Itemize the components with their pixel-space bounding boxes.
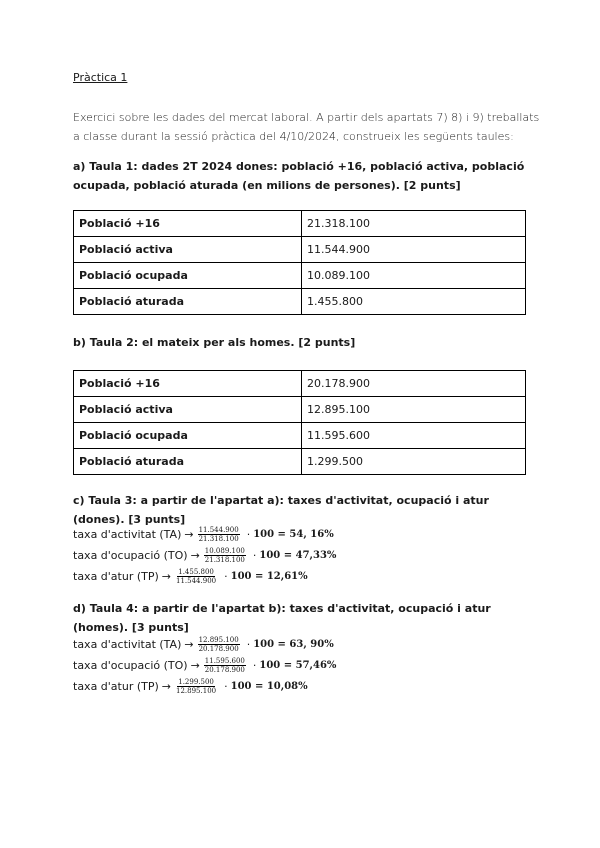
section-a-heading: a) Taula 1: dades 2T 2024 dones: població +16, població activa, població ocupada, població aturada (en milions de persones). [2 punts] xyxy=(73,160,525,192)
formula-occupation-rate xyxy=(73,655,336,676)
multiply-sign: · xyxy=(246,528,251,541)
row-value: 10.089.100 xyxy=(302,263,526,289)
table-row xyxy=(74,449,526,475)
formula-occupation-rate xyxy=(73,545,336,566)
row-label: Població aturada xyxy=(74,289,302,315)
row-label: Població ocupada xyxy=(74,423,302,449)
fraction xyxy=(175,568,217,585)
row-label: Població +16 xyxy=(74,371,302,397)
multiply-sign: · xyxy=(224,570,228,583)
formula-result: 100 = 57,46% xyxy=(259,660,337,671)
fraction xyxy=(198,526,240,543)
denominator: 11.544.900 xyxy=(176,577,217,585)
row-label: Població activa xyxy=(74,237,302,263)
row-value: 11.595.600 xyxy=(302,423,526,449)
formula-activity-rate xyxy=(73,634,336,655)
formula-unemployment-rate xyxy=(73,676,336,697)
table-row xyxy=(74,371,526,397)
row-value: 1.299.500 xyxy=(302,449,526,475)
numerator: 1.455.800 xyxy=(178,568,214,576)
row-label: Població ocupada xyxy=(74,263,302,289)
denominator: 12.895.100 xyxy=(176,687,217,695)
table-row xyxy=(74,423,526,449)
section-d-heading: d) Taula 4: a partir de l'apartat b): taxes d'activitat, ocupació i atur (homes). [3 punts] xyxy=(73,602,491,634)
arrow-icon: → xyxy=(184,638,194,651)
multiply-sign: · xyxy=(224,680,228,693)
formula-result: 100 = 12,61% xyxy=(230,571,308,582)
row-label: Població +16 xyxy=(74,211,302,237)
table-row xyxy=(74,211,526,237)
formula-result: 100 = 63, 90% xyxy=(253,639,334,650)
formula-result: 100 = 47,33% xyxy=(259,550,337,561)
numerator: 11.595.600 xyxy=(204,657,245,665)
arrow-icon: → xyxy=(161,570,172,583)
fraction xyxy=(175,678,217,695)
multiply-sign: · xyxy=(252,659,257,672)
formula-result: 100 = 10,08% xyxy=(230,681,308,692)
formula-result: 100 = 54, 16% xyxy=(253,529,334,540)
formula-label: taxa d'activitat (TA) xyxy=(73,638,182,651)
section-b-heading: b) Taula 2: el mateix per als homes. [2 punts] xyxy=(73,336,356,349)
numerator: 10.089.100 xyxy=(204,547,245,555)
row-label: Població aturada xyxy=(74,449,302,475)
table-2-men xyxy=(73,370,526,475)
formula-label: taxa d'atur (TP) xyxy=(73,570,159,583)
denominator: 20.178.900 xyxy=(204,666,245,674)
fraction xyxy=(204,547,246,564)
fraction xyxy=(198,636,240,653)
arrow-icon: → xyxy=(184,528,194,541)
row-value: 12.895.100 xyxy=(302,397,526,423)
row-value: 20.178.900 xyxy=(302,371,526,397)
denominator: 20.178.900 xyxy=(198,645,239,653)
section-c-heading: c) Taula 3: a partir de l'apartat a): taxes d'activitat, ocupació i atur (dones). [3 punts] xyxy=(73,494,489,526)
numerator: 1.299.500 xyxy=(178,678,214,686)
multiply-sign: · xyxy=(246,638,251,651)
denominator: 21.318.100 xyxy=(204,556,245,564)
intro-paragraph: Exercici sobre les dades del mercat laboral. A partir dels apartats 7) 8) i 9) treballats a classe durant la sessió pràctica del 4/10/2024, construeix les següents taules: xyxy=(73,111,540,143)
row-value: 11.544.900 xyxy=(302,237,526,263)
table-row xyxy=(74,237,526,263)
fraction xyxy=(204,657,246,674)
denominator: 21.318.100 xyxy=(198,535,239,543)
formula-label: taxa d'ocupació (TO) xyxy=(73,659,188,672)
table-row xyxy=(74,397,526,423)
table-row xyxy=(74,263,526,289)
arrow-icon: → xyxy=(161,680,172,693)
table-row xyxy=(74,289,526,315)
formula-label: taxa d'atur (TP) xyxy=(73,680,159,693)
arrow-icon: → xyxy=(190,549,200,562)
row-value: 1.455.800 xyxy=(302,289,526,315)
numerator: 12.895.100 xyxy=(198,636,239,644)
formula-unemployment-rate xyxy=(73,566,336,587)
formula-activity-rate xyxy=(73,524,336,545)
row-label: Població activa xyxy=(74,397,302,423)
formula-label: taxa d'ocupació (TO) xyxy=(73,549,188,562)
formulas-men xyxy=(73,634,336,697)
table-1-women xyxy=(73,210,526,315)
formulas-women xyxy=(73,524,336,587)
row-value: 21.318.100 xyxy=(302,211,526,237)
multiply-sign: · xyxy=(252,549,257,562)
numerator: 11.544.900 xyxy=(198,526,239,534)
page-title: Pràctica 1 xyxy=(73,71,128,84)
formula-label: taxa d'activitat (TA) xyxy=(73,528,182,541)
arrow-icon: → xyxy=(190,659,200,672)
